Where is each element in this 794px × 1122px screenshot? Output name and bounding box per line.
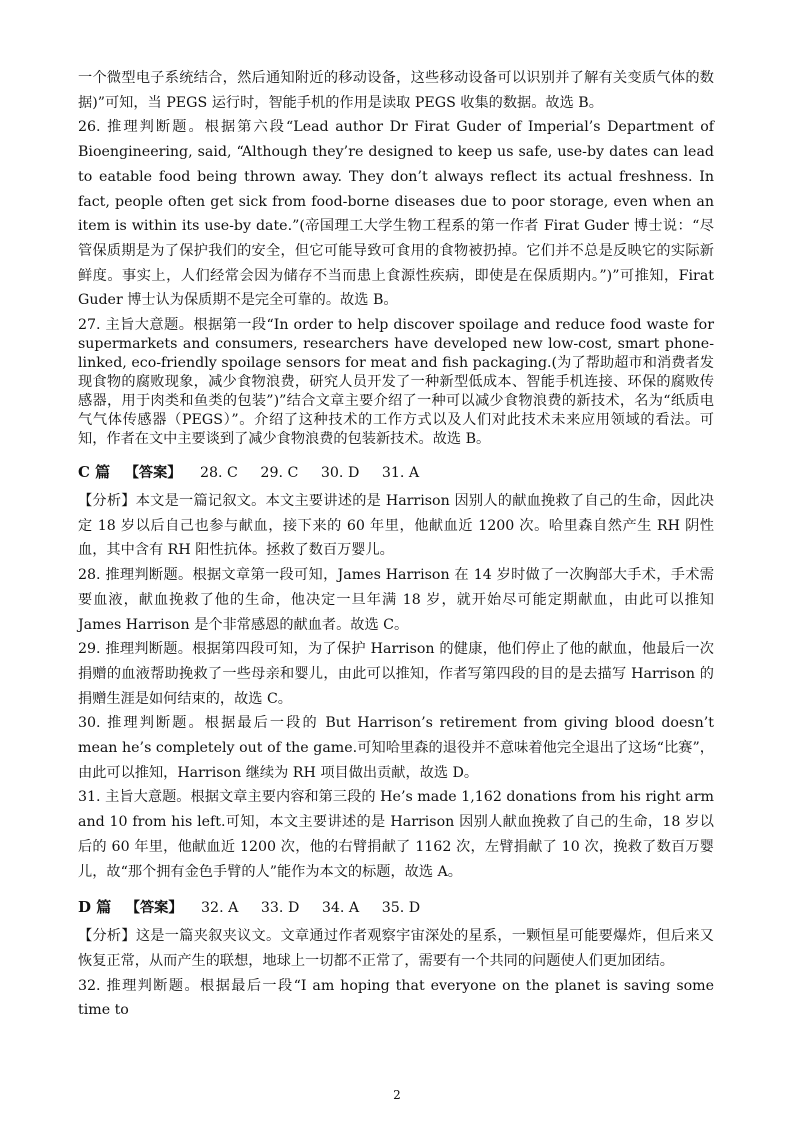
page-content bbox=[78, 66, 714, 1023]
section-c-header bbox=[78, 459, 714, 486]
section-d-title: D 篇 bbox=[78, 898, 112, 917]
answer-item: 30. D bbox=[320, 465, 360, 482]
section-c-analysis: 【分析】本文是一篇记叙文。本文主要讲述的是 Harrison 因别人的献血挽救了自己的生命，因此决定 18 岁以后自己也参与献血，接下来的 60 年里，他献血近 1200 次。哈里森自然产生 RH 阴性血，其中含有 RH 阳性抗体。拯救了数百万婴儿。 bbox=[78, 493, 714, 559]
section-c-title: C 篇 bbox=[78, 463, 111, 482]
section-d-answer-label: 【答案】 bbox=[125, 900, 183, 917]
paragraph-continuation: 一个微型电子系统结合，然后通知附近的移动设备，这些移动设备可以识别并了解有关变质气体的数据)”可知，当 PEGS 运行时，智能手机的作用是读取 PEGS 收集的数据。故选 B。 bbox=[78, 70, 714, 111]
explanation-31: 31. 主旨大意题。根据文章主要内容和第三段的 He’s made 1,162 donations from his right arm and 10 from his left.可知，本文主要讲述的是 Harrison 因别人献血挽救了自己的生命，18 岁以后的 60 年里，他献血近 1200 次，他的右臂捐献了 1162 次，左臂捐献了 10 次，挽救了数百万婴儿，故“那个拥有金色手臂的人”能作为本文的标题，故选 A。 bbox=[78, 789, 714, 880]
explanation-29: 29. 推理判断题。根据第四段可知，为了保护 Harrison 的健康，他们停止了他的献血，他最后一次捐赠的血液帮助挽救了一些母亲和婴儿，由此可以推知，作者写第四段的目的是去描写 Harrison 的捐赠生涯是如何结束的，故选 C。 bbox=[78, 641, 714, 707]
explanation-26: 26. 推理判断题。根据第六段“Lead author Dr Firat Guder of Imperial’s Department of Bioengineering, said, “Although they’re designed to keep us safe, use-by dates can lead to eatable food being thrown away. They don’t always reflect its actual freshness. In fact, people often get sick from food-borne diseases due to poor storage, even when an item is within its use-by date.”(帝国理工大学生物工程系的第一作者 Firat Guder 博士说：“尽管保质期是为了保护我们的安全，但它可能导致可食用的食物被扔掉。它们并不总是反映它的实际新鲜度。事实上，人们经常会因为储存不当而患上食源性疾病，即使是在保质期内。”)”可推知，Firat Guder 博士认为保质期不是完全可靠的。故选 B。 bbox=[78, 119, 714, 309]
page-number: 2 bbox=[393, 1088, 401, 1102]
answer-item: 29. C bbox=[260, 465, 299, 482]
answer-item: 32. A bbox=[201, 900, 239, 917]
answer-item: 35. D bbox=[381, 900, 421, 917]
explanation-32: 32. 推理判断题。根据最后一段“I am hoping that everyone on the planet is saving some time to bbox=[78, 977, 714, 1019]
section-d-header bbox=[78, 894, 714, 921]
explanation-28: 28. 推理判断题。根据文章第一段可知，James Harrison 在 14 岁时做了一次胸部大手术，手术需要血液，献血挽救了他的生命，他决定一旦年满 18 岁，就开始尽可能定期献血，由此可以推知 James Harrison 是个非常感恩的献血者。故选 C。 bbox=[78, 567, 714, 633]
explanation-30: 30. 推理判断题。根据最后一段的 But Harrison’s retirement from giving blood doesn’t mean he’s completely out of the game.可知哈里森的退役并不意味着他完全退出了这场“比赛”，由此可以推知，Harrison 继续为 RH 项目做出贡献，故选 D。 bbox=[78, 715, 714, 781]
section-c-answer-label: 【答案】 bbox=[124, 465, 182, 482]
answer-item: 28. C bbox=[199, 465, 238, 482]
explanation-27: 27. 主旨大意题。根据第一段“In order to help discover spoilage and reduce food waste for supermarkets and consumers, researchers have developed new low-cost, smart phone-linked, eco-friendly spoilage sensors for meat and fish packaging.(为了帮助超市和消费者发现食物的腐败现象，减少食物浪费，研究人员开发了一种新型低成本、智能手机连接、环保的腐败传感器，用于肉类和鱼类的包装”)”结合文章主要介绍了一种可以减少食物浪费的新技术，名为“纸质电气气体传感器（PEGS）”。介绍了这种技术的工作方式以及人们对此技术未来应用领域的看法。可知，作者在文中主要谈到了减少食物浪费的包装新技术。故选 B。 bbox=[78, 317, 714, 448]
answer-item: 33. D bbox=[260, 900, 300, 917]
section-d-analysis: 【分析】这是一篇夹叙夹议文。文章通过作者观察宇宙深处的星系，一颗恒星可能要爆炸，但后来又恢复正常，从而产生的联想，地球上一切都不正常了，需要有一个共同的问题使人们更加团结。 bbox=[78, 928, 714, 969]
answer-item: 31. A bbox=[381, 465, 420, 482]
answer-item: 34. A bbox=[321, 900, 360, 917]
